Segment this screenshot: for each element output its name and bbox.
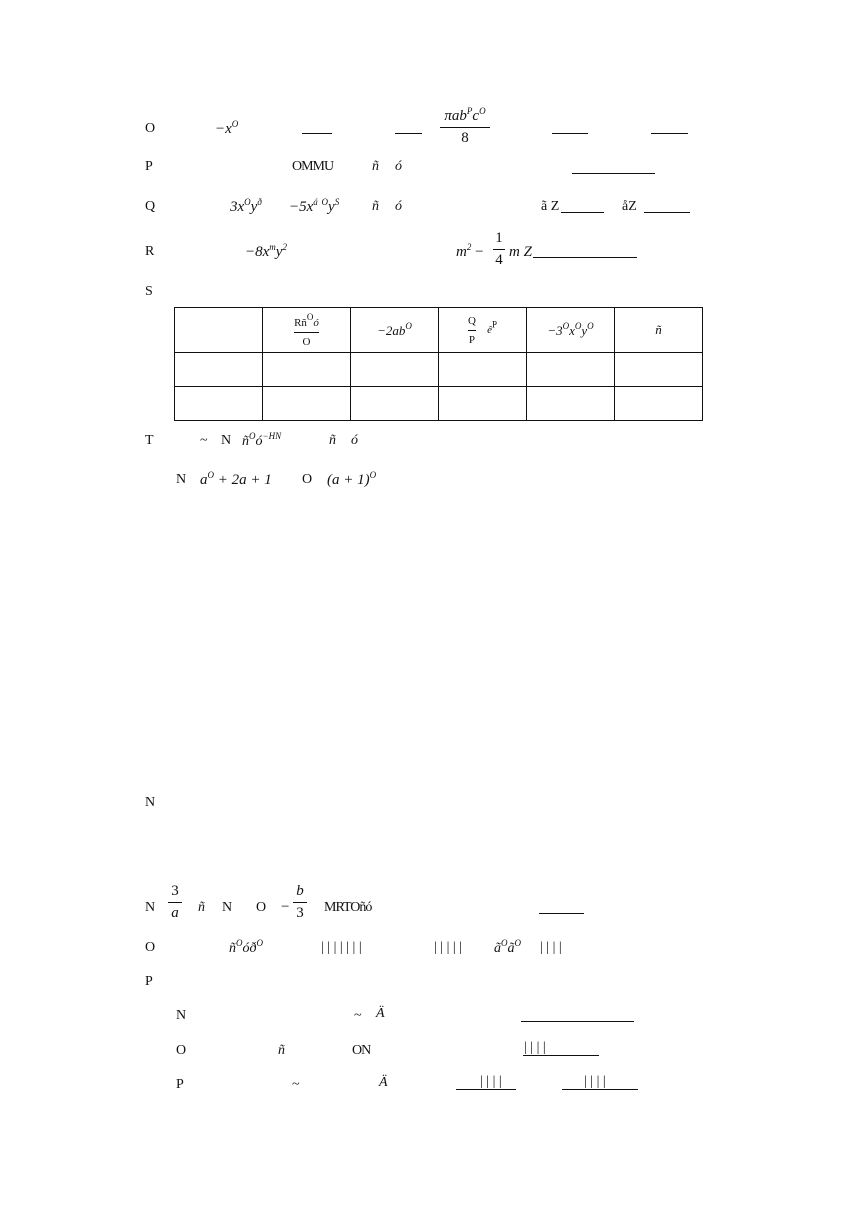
expression: $(a + 1)^O$ — [327, 470, 377, 488]
question-text: OMMU — [292, 159, 334, 174]
part-number: N — [176, 472, 187, 487]
table-cell — [175, 353, 263, 387]
question-number: R — [145, 244, 155, 259]
answer-blank[interactable] — [644, 212, 690, 213]
question-text: ñ — [372, 159, 379, 174]
question-text: ~ — [200, 433, 208, 448]
question-text: ó — [351, 433, 358, 448]
section-number: N — [145, 795, 156, 810]
table-cell[interactable] — [615, 387, 703, 421]
table-header-cell: $-2ab^O$ — [351, 308, 439, 353]
table-cell[interactable] — [527, 387, 615, 421]
question-text: $ñ^Oóð^O$ — [229, 938, 263, 956]
table-row — [175, 353, 703, 387]
question-text: ó — [395, 159, 402, 174]
question-text: $ã^Oã^O$ — [494, 938, 521, 956]
blank-label: ã Z — [541, 199, 560, 214]
answer-table — [174, 307, 703, 421]
table-cell[interactable] — [263, 353, 351, 387]
table-cell[interactable] — [439, 353, 527, 387]
table-cell[interactable] — [351, 387, 439, 421]
question-text: ñ — [278, 1043, 285, 1058]
tick-marks: | | | | — [540, 940, 562, 955]
table-header-cell: $Rñ^Oó$ O — [263, 308, 351, 353]
part-number: P — [176, 1077, 184, 1092]
expression: $-x^O$ — [215, 119, 239, 137]
question-text: Ä — [379, 1075, 388, 1090]
answer-blank[interactable] — [533, 257, 637, 258]
fraction: b 3 — [293, 883, 307, 921]
question-number: T — [145, 433, 154, 448]
table-header-cell: $-3^Ox^Oy^O$ — [527, 308, 615, 353]
tick-marks: | | | | — [480, 1074, 502, 1089]
question-text: ñ — [372, 199, 379, 214]
table-header-cell: $\frac{Q}{P}$ $ê^P$ — [439, 308, 527, 353]
expression: $-8x^my^2$ — [245, 242, 287, 260]
question-number: N — [145, 900, 156, 915]
question-text: Ä — [376, 1006, 385, 1021]
question-text: ñ — [198, 900, 205, 915]
table-cell — [175, 387, 263, 421]
tick-marks: | | | | | — [434, 940, 463, 955]
answer-blank[interactable] — [395, 133, 422, 134]
question-number: P — [145, 974, 153, 989]
tick-marks: | | | | — [524, 1040, 546, 1055]
answer-blank[interactable] — [523, 1055, 599, 1056]
answer-blank[interactable] — [562, 1089, 638, 1090]
tick-marks: | | | | — [584, 1074, 606, 1089]
question-number: Q — [145, 199, 156, 214]
fraction: 3 a — [168, 883, 182, 921]
expression: $a^O + 2a + 1$ — [200, 470, 272, 488]
answer-blank[interactable] — [651, 133, 688, 134]
answer-blank[interactable] — [539, 913, 584, 914]
expression: $-5x^á$ $^Oy^S$ — [289, 197, 340, 215]
question-number: P — [145, 159, 153, 174]
question-text: O — [256, 900, 267, 915]
answer-blank[interactable] — [572, 173, 655, 174]
fraction: $\pi ab^Pc^O$ 8 — [440, 107, 490, 146]
question-text: MRTOñó — [324, 900, 372, 915]
question-text: $ñ^Oó^{-HN}$ — [242, 431, 282, 449]
answer-blank[interactable] — [456, 1089, 516, 1090]
table-cell[interactable] — [527, 353, 615, 387]
answer-blank[interactable] — [521, 1021, 634, 1022]
question-text: ON — [352, 1043, 371, 1058]
table-header-row — [175, 308, 703, 353]
table-header-cell: ñ — [615, 308, 703, 353]
question-number: O — [145, 940, 156, 955]
table-cell[interactable] — [351, 353, 439, 387]
question-number: O — [145, 121, 156, 136]
expression: $3x^Oy^ð$ — [230, 197, 262, 215]
question-number: S — [145, 284, 153, 299]
table-cell — [175, 308, 263, 353]
expression: m Z — [509, 244, 532, 260]
table-row — [175, 387, 703, 421]
question-text: N — [221, 433, 232, 448]
question-text: ~ — [292, 1077, 300, 1092]
question-text: ñ — [329, 433, 336, 448]
minus-sign: − — [281, 899, 290, 915]
tick-marks: | | | | | | | — [321, 940, 362, 955]
part-number: N — [176, 1008, 187, 1023]
part-number: O — [302, 472, 313, 487]
blank-label: åZ — [622, 199, 637, 214]
expression: $m^2$ − — [456, 242, 484, 260]
part-number: O — [176, 1043, 187, 1058]
table-cell[interactable] — [615, 353, 703, 387]
table-cell[interactable] — [439, 387, 527, 421]
answer-blank[interactable] — [302, 133, 332, 134]
question-text: N — [222, 900, 233, 915]
fraction: 1 4 — [493, 230, 505, 268]
table-cell[interactable] — [263, 387, 351, 421]
question-text: ó — [395, 199, 402, 214]
answer-blank[interactable] — [552, 133, 588, 134]
answer-blank[interactable] — [561, 212, 604, 213]
question-text: ~ — [354, 1008, 362, 1023]
